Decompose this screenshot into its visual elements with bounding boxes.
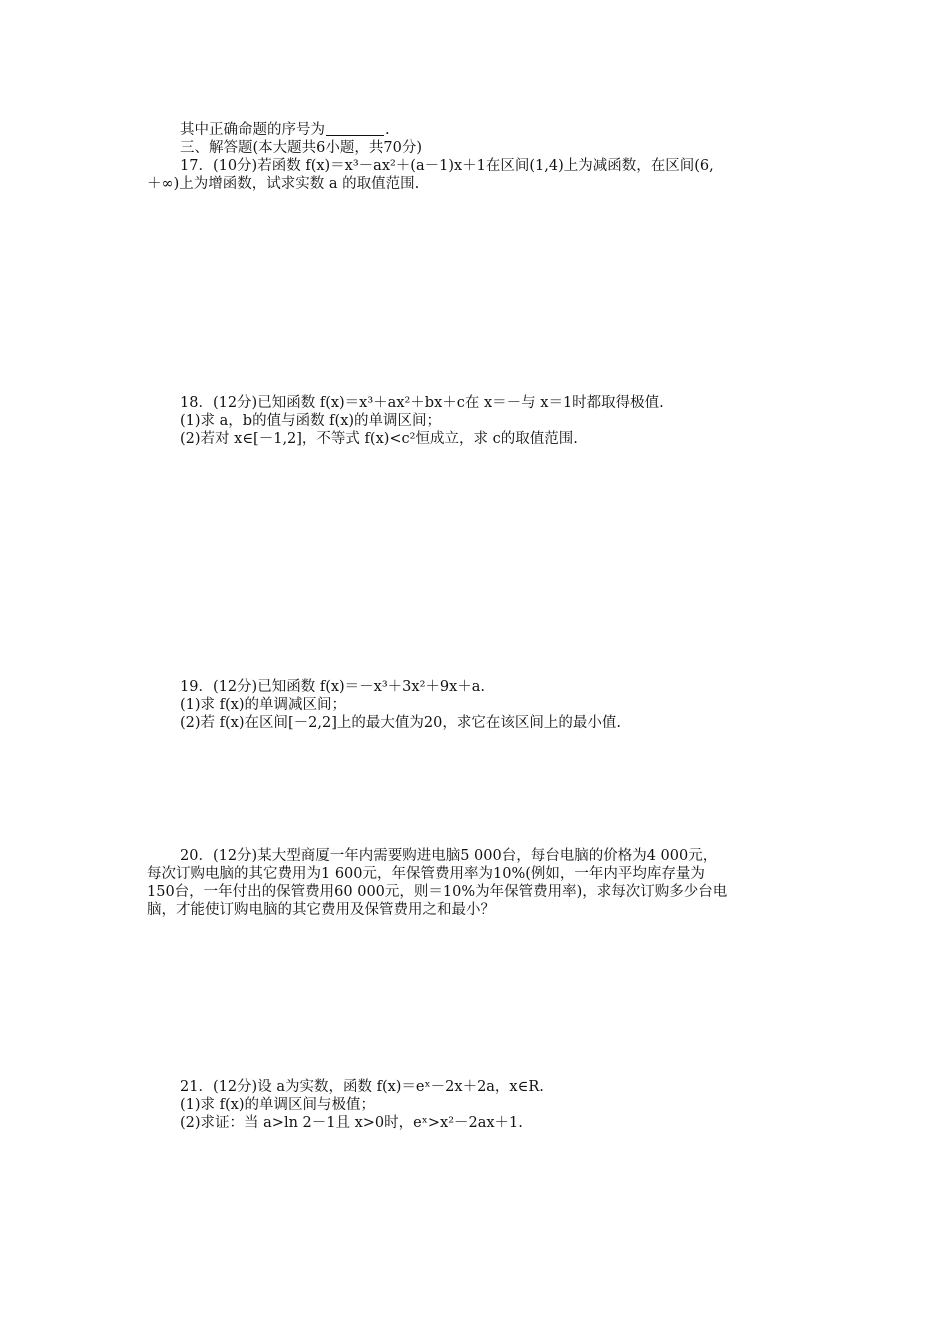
q20-line-3: 150台，一年付出的保管费用60 000元，则＝10%为年保管费用率)，求每次订购多少台电 [147, 884, 728, 900]
q17-line-1: 17．(10分)若函数 f(x)＝x³－ax²＋(a－1)x＋1在区间(1,4)上为减函数，在区间(6, [180, 158, 714, 174]
q20-line-2: 每次订购电脑的其它费用为1 600元，年保管费用率为10%(例如，一年内平均库存量为 [147, 866, 705, 882]
q21-line-2: (1)求 f(x)的单调区间与极值； [180, 1097, 376, 1113]
q18-line-2: (1)求 a，b的值与函数 f(x)的单调区间； [180, 413, 442, 429]
q19-line-2: (1)求 f(x)的单调减区间； [180, 697, 347, 713]
q21-line-1: 21．(12分)设 a为实数，函数 f(x)＝eˣ－2x＋2a，x∈R. [180, 1079, 544, 1095]
q18-line-1: 18．(12分)已知函数 f(x)＝x³＋ax²＋bx＋c在 x＝－与 x＝1时都取得极值. [180, 395, 664, 411]
answer-prompt-text: 其中正确命题的序号为 [180, 122, 325, 138]
answer-prompt-end: . [385, 122, 390, 138]
q18-line-3: (2)若对 x∈[－1,2]，不等式 f(x)<c²恒成立，求 c的取值范围. [180, 431, 578, 447]
answer-prompt-line [180, 121, 390, 139]
q20-line-4: 脑，才能使订购电脑的其它费用及保管费用之和最小？ [147, 902, 495, 918]
answer-blank [326, 121, 384, 136]
section-heading: 三、解答题(本大题共6小题，共70分) [180, 140, 422, 156]
q21-line-3: (2)求证：当 a>ln 2－1且 x>0时，eˣ>x²－2ax＋1. [180, 1115, 523, 1131]
q19-line-1: 19．(12分)已知函数 f(x)＝－x³＋3x²＋9x＋a. [180, 679, 486, 695]
q19-line-3: (2)若 f(x)在区间[－2,2]上的最大值为20，求它在该区间上的最小值. [180, 715, 621, 731]
q20-line-1: 20．(12分)某大型商厦一年内需要购进电脑5 000台，每台电脑的价格为4 000元， [180, 848, 718, 864]
q17-line-2: ＋∞)上为增函数，试求实数 a 的取值范围. [147, 176, 420, 192]
